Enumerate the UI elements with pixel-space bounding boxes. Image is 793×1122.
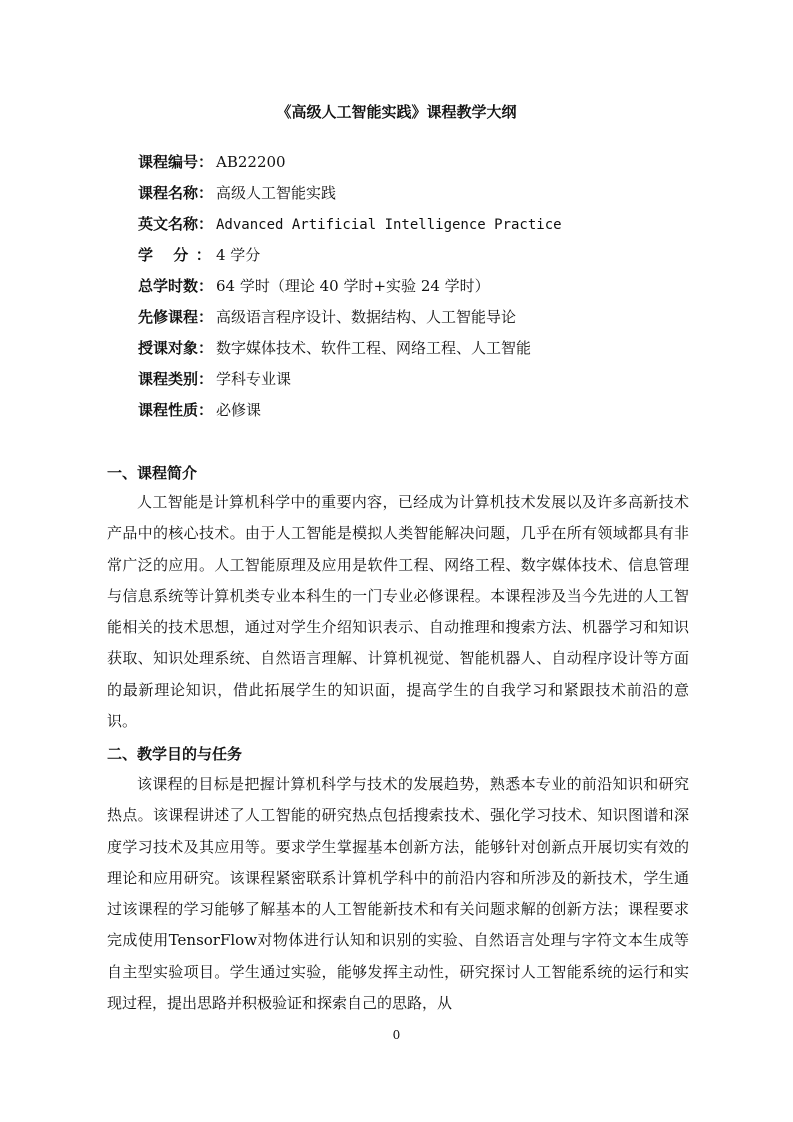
info-row-total-hours: [138, 275, 562, 306]
document-title: 《高级人工智能实践》课程教学大纲: [276, 103, 517, 121]
section-heading-introduction: 一、课程简介: [107, 464, 198, 482]
info-value: 必修课: [216, 401, 262, 419]
info-label: 学 分：: [138, 246, 219, 264]
info-row-course-code: [138, 151, 562, 182]
info-label: 先修课程：: [138, 308, 214, 326]
info-row-nature: [138, 399, 562, 430]
info-value: 高级人工智能实践: [216, 184, 337, 202]
info-value: 4 学分: [216, 246, 261, 264]
info-value: 64 学时（理论 40 学时+实验 24 学时）: [216, 277, 490, 295]
section-heading-objectives: 二、教学目的与任务: [107, 745, 243, 763]
info-value: 学科专业课: [216, 370, 292, 388]
info-label: 总学时数：: [138, 277, 214, 295]
page-number: 0: [392, 1028, 401, 1042]
info-value: AB22200: [216, 153, 286, 171]
section-paragraph-introduction: 人工智能是计算机科学中的重要内容，已经成为计算机技术发展以及许多高新技术产品中的核心技术。由于人工智能是模拟人类智能解决问题，几乎在所有领域都具有非常广泛的应用。人工智能原理及应用是软件工程、网络工程、数字媒体技术、信息管理与信息系统等计算机类专业本科生的一门专业必修课程。本课程涉及当今先进的人工智能相关的技术思想，通过对学生介绍知识表示、自动推理和搜索方法、机器学习和知识获取、知识处理系统、自然语言理解、计算机视觉、智能机器人、自动程序设计等方面的最新理论知识，借此拓展学生的知识面，提高学生的自我学习和紧跟技术前沿的意识。: [107, 493, 689, 731]
info-value: Advanced Artificial Intelligence Practice: [216, 217, 562, 233]
info-label: 课程性质：: [138, 401, 214, 419]
info-row-course-name: [138, 182, 562, 213]
info-label: 课程名称：: [138, 184, 214, 202]
info-label: 授课对象：: [138, 339, 214, 357]
info-row-credits: [138, 244, 562, 275]
info-value: 高级语言程序设计、数据结构、人工智能导论: [216, 308, 517, 326]
info-value: 数字媒体技术、软件工程、网络工程、人工智能: [216, 339, 532, 357]
info-row-prerequisites: [138, 306, 562, 337]
info-label: 课程编号：: [138, 153, 214, 171]
info-row-category: [138, 368, 562, 399]
info-row-english-name: [138, 213, 562, 244]
course-info-list: [138, 151, 562, 430]
info-label: 课程类别：: [138, 370, 214, 388]
section-paragraph-objectives: 该课程的目标是把握计算机科学与技术的发展趋势，熟悉本专业的前沿知识和研究热点。该课程讲述了人工智能的研究热点包括搜索技术、强化学习技术、知识图谱和深度学习技术及其应用等。要求学生掌握基本创新方法，能够针对创新点开展切实有效的理论和应用研究。该课程紧密联系计算机学科中的前沿内容和所涉及的新技术，学生通过该课程的学习能够了解基本的人工智能新技术和有关问题求解的创新方法；课程要求完成使用TensorFlow对物体进行认知和识别的实验、自然语言处理与字符文本生成等自主型实验项目。学生通过实验，能够发挥主动性，研究探讨人工智能系统的运行和实现过程，提出思路并积极验证和探索自己的思路，从: [107, 775, 689, 1013]
info-row-audience: [138, 337, 562, 368]
info-label: 英文名称：: [138, 215, 214, 233]
